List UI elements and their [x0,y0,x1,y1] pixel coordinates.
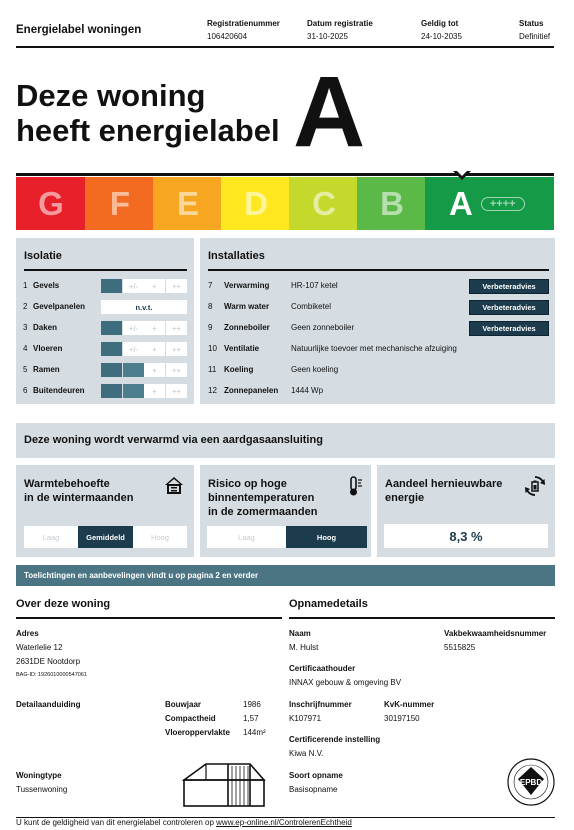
document-title: Energielabel woningen [16,24,142,36]
competence-number-label: Vakbekwaamheidsnummer [444,629,547,638]
registration-date-label: Datum registratie [307,19,373,28]
house-heat-icon [164,475,184,495]
scale-letter-e: E [176,184,199,222]
renewable-share-value: 8,3 % [384,524,548,548]
isolation-item-number: 1 [23,281,28,290]
registration-number-label: Registratienummer [207,19,280,28]
installations-title-rule [208,269,549,271]
notice-bar-text: Toelichtingen en aanbevelingen vindt u op pagina 2 en verder [24,571,259,580]
valid-until [421,17,462,43]
headline-line2: heeft energielabel [16,113,280,148]
footer-text: U kunt de geldigheid van dit energielabel controleren op [16,818,217,827]
isolation-item-number: 3 [23,323,28,332]
inspector-name-label: Naam [289,629,311,638]
isolation-item-number: 6 [23,386,28,395]
isolation-item-number: 4 [23,344,28,353]
scale-segment-g [16,177,86,230]
renewable-share-title: Aandeel hernieuwbare energie [385,478,503,504]
isolation-item-label: Ramen [33,365,60,374]
renewable-share-box [377,465,555,557]
installation-item-label: Zonnepanelen [224,386,279,395]
compactness-value: 1,57 [243,714,259,723]
kvk-number-label: KvK-nummer [384,700,435,709]
isolation-rating-cell: + [144,321,165,335]
scale-segment-d [221,177,291,230]
installation-item-label: Zonneboiler [224,323,270,332]
isolation-item-label: Gevels [33,281,60,290]
installation-item-value: Combiketel [291,302,332,311]
installation-item-number: 8 [208,302,213,311]
dwelling-type-label: Woningtype [16,771,62,780]
installation-item-value: HR-107 ketel [291,281,338,290]
build-year-value: 1986 [243,700,261,709]
notice-bar [16,565,555,586]
scale-top-line [16,173,554,176]
isolation-item-label: Buitendeuren [33,386,85,395]
isolation-rating-cell: + [144,384,165,398]
heat-demand-option-low: Laag [24,526,78,548]
scale-letter-f: F [109,184,131,222]
isolation-rating-cell: +/- [123,279,144,293]
installation-item-number: 10 [208,344,217,353]
about-home-title: Over deze woning [16,598,111,610]
installation-item-value: Geen zonneboiler [291,323,355,332]
competence-number: 5515825 [444,643,476,652]
isolation-rating-cell: ++ [166,279,187,293]
isolation-item-number: 5 [23,365,28,374]
scale-segment-b [357,177,427,230]
floor-area-value: 144m² [243,728,266,737]
scale-segment-f [85,177,155,230]
improvement-advice-button[interactable]: Verbeteradvies [469,321,549,336]
heat-demand-box [16,465,194,557]
inspector-name: M. Hulst [289,643,319,652]
valid-until-label: Geldig tot [421,19,459,28]
isolation-item-label: Daken [33,323,58,332]
scale-segment-c [289,177,359,230]
overheating-risk-box [200,465,371,557]
terraced-house-icon [180,760,268,808]
header-divider [16,46,554,48]
installation-item-number: 11 [208,365,217,374]
isolation-rating-cell [123,384,144,398]
address-city: 2631DE Nootdorp [16,657,81,666]
installation-item-label: Ventilatie [224,344,260,353]
isolation-rating-cell [123,363,144,377]
installation-item-value: Geen koeling [291,365,339,374]
floor-area-label: Vloeroppervlakte [165,728,230,737]
isolation-rating-cell [101,384,122,398]
kvk-number: 30197150 [384,714,420,723]
heat-demand-option-medium-selected: Gemiddeld [78,526,133,548]
energy-scale [16,173,554,231]
isolation-rating-cell: +/- [123,321,144,335]
status-label: Status [519,19,544,28]
isolation-item-number: 2 [23,302,28,311]
scale-segment-e [153,177,223,230]
installation-item-label: Koeling [224,365,254,374]
energy-label-letter: A [293,56,366,168]
isolation-item-label: Vloeren [33,344,63,353]
certifying-body-label: Certificerende instelling [289,735,381,744]
installation-item-number: 9 [208,323,213,332]
isolation-rating-cell [101,321,122,335]
compactness-label: Compactheid [165,714,216,723]
certifying-body: Kiwa N.V. [289,749,324,758]
isolation-rating-cell: + [144,363,165,377]
address-street: Waterlelie 12 [16,643,63,652]
installation-item-number: 7 [208,281,213,290]
heat-demand-option-high: Hoog [133,526,187,548]
inspection-details-title: Opnamedetails [289,598,368,610]
isolation-rating-cell: + [144,279,165,293]
dwelling-type-value: Tussenwoning [16,785,68,794]
overheating-option-high-selected: Hoog [286,526,367,548]
recycle-battery-icon [523,474,547,498]
improvement-advice-button[interactable]: Verbeteradvies [469,279,549,294]
installation-item-number: 12 [208,386,217,395]
isolation-rating-cell: ++ [166,363,187,377]
isolation-rating-cell: ++ [166,321,187,335]
address-label: Adres [16,629,39,638]
registration-number [207,17,280,43]
scale-letter-g: G [38,184,64,222]
isolation-rating-cell [101,342,122,356]
registration-no-label: Inschrijfnummer [289,700,352,709]
isolation-rating-cell: + [144,342,165,356]
registration-date-value: 31-10-2025 [307,32,348,41]
installations-title: Installaties [208,250,265,262]
isolation-rating-cell [101,363,122,377]
about-home-rule [16,617,282,619]
scale-segment-a-current [425,177,554,230]
isolation-rating-cell: +/- [123,342,144,356]
certificate-holder: INNAX gebouw & omgeving BV [289,678,402,687]
inspection-details-rule [289,617,555,619]
bag-id: BAG-ID: 1926010000547061 [16,672,87,678]
epbd-logo-text: EPBD [519,778,543,787]
valid-until-value: 24-10-2035 [421,32,462,41]
isolation-rating-na: n.v.t. [101,300,187,314]
installation-item-label: Verwarming [224,281,270,290]
inspection-type-label: Soort opname [289,771,343,780]
isolation-rating-cell: ++ [166,342,187,356]
isolation-item-label: Gevelpanelen [33,302,86,311]
isolation-rating-cell [101,279,122,293]
status-value: Definitief [519,32,551,41]
build-year-label: Bouwjaar [165,700,202,709]
registration-no: K107971 [289,714,322,723]
scale-letter-c: C [312,184,336,222]
headline [16,78,280,148]
overheating-risk-title: Risico op hoge binnentemperaturen in de zomermaanden [208,478,318,518]
status [519,17,550,43]
isolation-rating-cell: ++ [166,384,187,398]
inspection-type: Basisopname [289,785,338,794]
heat-demand-title: Warmtebehoefte in de wintermaanden [24,478,134,504]
current-label-marker-icon [453,171,471,181]
verification-link[interactable]: www.ep-online.nl/ControlerenEchtheid [216,818,352,827]
epbd-seal-icon [506,757,556,807]
scale-letter-d: D [244,184,268,222]
installation-item-value: Natuurlijke toevoer met mechanische afzuiging [291,344,457,353]
installation-item-label: Warm water [224,302,270,311]
scale-letter-a: A [449,184,473,222]
registration-date [307,17,373,43]
heating-banner [16,423,555,458]
isolation-title-rule [24,269,187,271]
registration-number-value: 106420604 [207,32,248,41]
thermometer-icon [346,475,366,497]
isolation-panel [16,238,194,404]
overheating-option-low: Laag [207,526,286,548]
heating-banner-text: Deze woning wordt verwarmd via een aardgasaansluiting [24,434,323,446]
isolation-title: Isolatie [24,250,62,262]
detail-label: Detailaanduiding [16,700,81,709]
footer [16,818,352,827]
improvement-advice-button[interactable]: Verbeteradvies [469,300,549,315]
scale-plus-indicator: ++++ [481,197,525,211]
certificate-holder-label: Certificaathouder [289,664,356,673]
installation-item-value: 1444 Wp [291,386,324,395]
headline-line1: Deze woning [16,78,206,113]
scale-letter-b: B [380,184,404,222]
